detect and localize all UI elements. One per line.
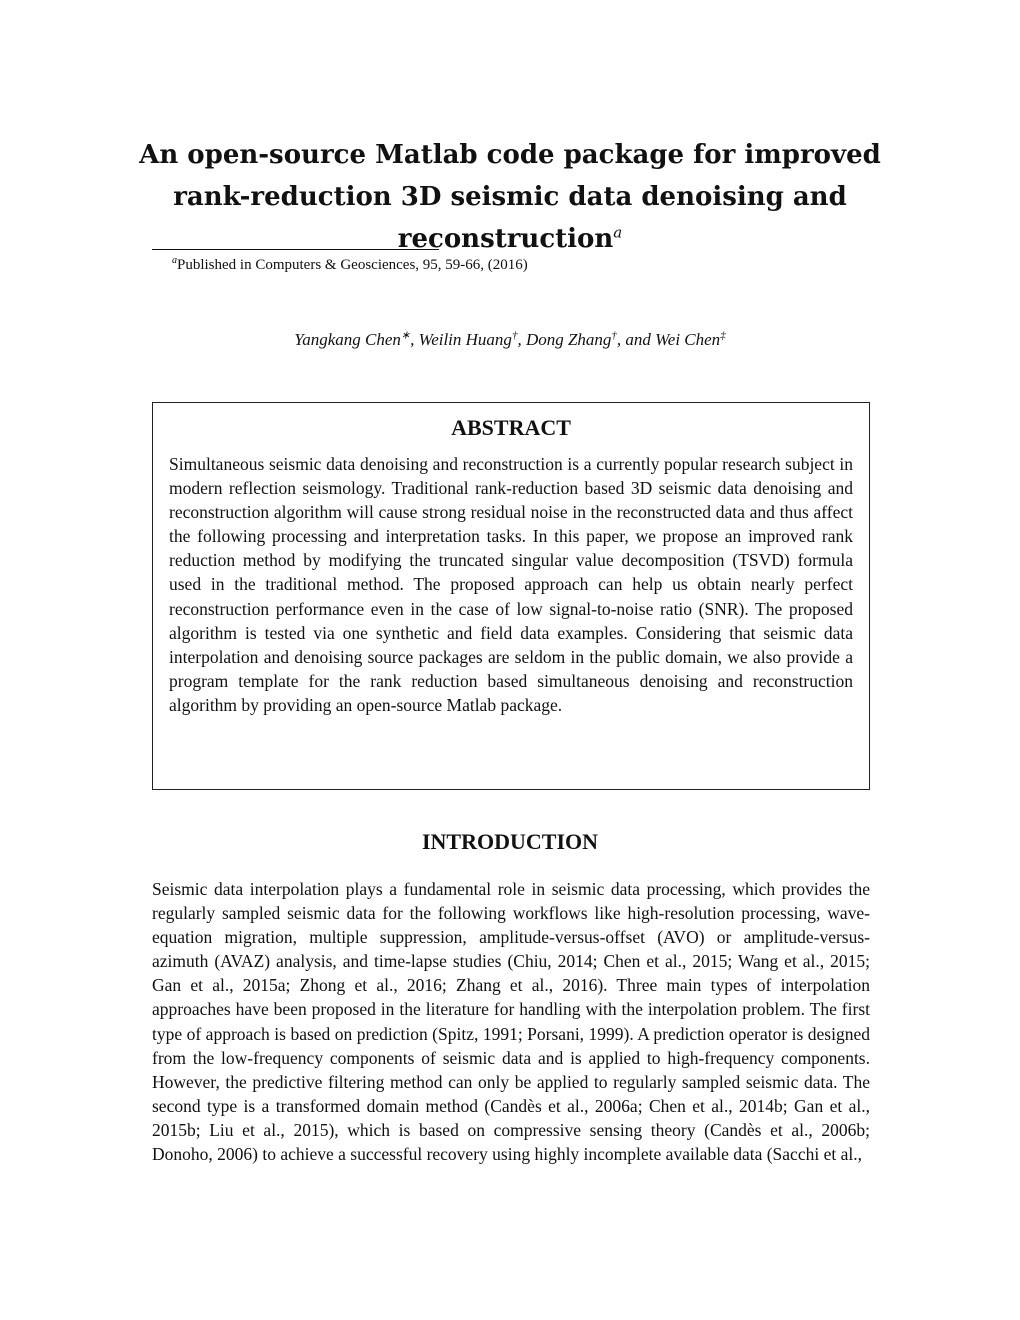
author-separator: , and [616, 330, 656, 349]
footnote-rule [152, 249, 439, 250]
author-2-mark: † [511, 329, 518, 342]
title-line-3 [100, 218, 920, 260]
author-4-mark: ‡ [720, 329, 726, 342]
publication-footnote [172, 256, 528, 274]
title-footnote-mark: a [613, 223, 623, 242]
introduction-text: Seismic data interpolation plays a fundamental role in seismic data processing, which provides the regularly sampled seismic data for the following workflows like high-resolution processing, wave-equation migration, multiple suppression, amplitude-versus-offset (AVO) or amplitude-versus-azimuth (AVAZ) analysis, and time-lapse studies (Chiu, 2014; Chen et al., 2015; Wang et al., 2015; Gan et al., 2015a; Zhong et al., 2016; Zhang et al., 2016). Three main types of interpolation approaches have been proposed in the literature for handling with the interpolation problem. The first type of approach is based on prediction (Spitz, 1991; Porsani, 1999). A prediction operator is designed from the low-frequency components of seismic data and is applied to high-frequency components. However, the predictive filtering method can only be applied to regularly sampled seismic data. The second type is a transformed domain method (Candès et al., 2006a; Chen et al., 2014b; Gan et al., 2015b; Liu et al., 2015), which is based on compressive sensing theory (Candès et al., 2006b; Donoho, 2006) to achieve a successful recovery using highly incomplete available data (Sacchi et al., [152, 879, 870, 1165]
abstract-heading: ABSTRACT [451, 415, 571, 440]
author-separator: , [410, 330, 419, 349]
author-separator: , [517, 330, 526, 349]
footnote-text: Published in Computers & Geosciences, 95, 59-66, (2016) [177, 257, 528, 273]
introduction-heading: INTRODUCTION [421, 829, 599, 854]
author-list [100, 328, 920, 352]
author-4-name: Wei Chen [655, 330, 721, 349]
title-line-3-text: reconstruction [397, 224, 614, 254]
abstract-text: Simultaneous seismic data denoising and reconstruction is a currently popular research subject in modern reflection seismology. Traditional rank-reduction based 3D seismic data denoising and reconstruction algorithm will cause strong residual noise in the reconstructed data and thus affect the following processing and interpretation tasks. In this paper, we propose an improved rank reduction method by modifying the truncated singular value decomposition (TSVD) formula used in the traditional method. The proposed approach can help us obtain nearly perfect reconstruction performance even in the case of low signal-to-noise ratio (SNR). The proposed algorithm is tested via one synthetic and field data examples. Considering that seismic data interpolation and denoising source packages are seldom in the public domain, we also provide a program template for the rank reduction based simultaneous denoising and reconstruction algorithm by providing an open-source Matlab package. [169, 454, 853, 715]
author-1-name: Yangkang Chen [294, 330, 401, 349]
author-2-name: Weilin Huang [418, 330, 512, 349]
title-line-2: rank-reduction 3D seismic data denoising and [173, 182, 847, 212]
footnote-mark: a [172, 255, 177, 266]
author-3-name: Dong Zhang [525, 330, 612, 349]
author-1-mark: ∗ [400, 329, 411, 342]
paper-title [100, 134, 920, 260]
author-3-mark: † [611, 329, 617, 342]
title-line-1: An open-source Matlab code package for improved [139, 140, 881, 170]
